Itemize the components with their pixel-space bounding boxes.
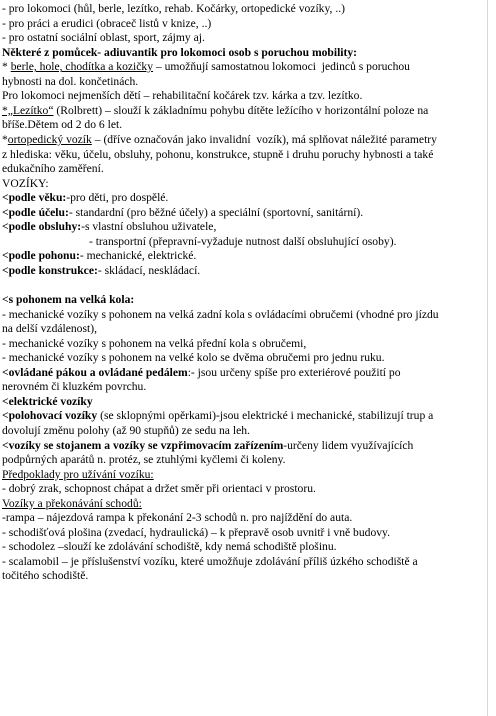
text-run: na delší vzdálenost),	[2, 322, 97, 336]
text-run: - schodišťová plošina (zvedací, hydraulická) – k přepravě osob uvnitř i vně budovy.	[2, 525, 390, 539]
text-line	[2, 148, 433, 162]
underlined-text: *„Lezítko“	[2, 103, 54, 117]
text-line	[2, 220, 216, 234]
text-line	[2, 293, 134, 307]
text-run: - mechanické vozíky s pohonem na velká přední kola s obručemi,	[2, 336, 307, 350]
text-line	[2, 497, 142, 511]
text-line	[2, 46, 357, 60]
text-run: (Rolbrett) – slouží k základnímu pohybu dítěte ležícího v horizontální poloze na	[53, 103, 429, 117]
underlined-text: berle, hole, chodítka a kozičky	[10, 60, 153, 74]
text-line	[2, 395, 93, 409]
text-line	[2, 555, 418, 569]
text-line	[2, 468, 154, 482]
text-line	[2, 191, 168, 205]
text-run: - skládací, neskládací.	[97, 263, 201, 277]
text-run: (se sklopnými opěrkami)-jsou elektrické i mechanické, stabilizují trup a	[97, 409, 434, 423]
text-line	[2, 482, 316, 496]
text-line	[2, 409, 433, 423]
text-run: -pro děti, pro dospělé.	[66, 191, 169, 205]
bold-text: <elektrické vozíky	[2, 394, 93, 408]
text-line	[2, 322, 97, 336]
text-run: - schodolez –slouží ke zdolávání schodiště, kdy nemá schodiště plošinu.	[2, 540, 337, 554]
text-line	[2, 17, 211, 31]
underlined-text: Předpoklady pro užívání vozíku:	[2, 467, 154, 481]
text-line	[2, 380, 146, 394]
text-line	[2, 366, 401, 380]
text-run: hybnosti na dol. končetinách.	[2, 74, 139, 88]
text-line	[2, 424, 250, 438]
text-line	[2, 249, 196, 263]
text-run: - mechanické vozíky s pohonem na velké kolo se dvěma obručemi pro jednu ruku.	[2, 351, 385, 365]
text-line	[2, 351, 384, 365]
text-line	[2, 133, 437, 147]
text-run: - scalamobil – je příslušenství vozíku, které umožňuje zdolávání příliš úzkého schodiště a	[2, 554, 418, 568]
text-line	[2, 540, 337, 554]
text-line	[2, 177, 49, 191]
text-run: - dobrý zrak, schopnost chápat a držet směr při orientaci v prostoru.	[2, 482, 316, 496]
text-line	[2, 31, 205, 45]
underlined-text: Vozíky a překonávání schodů:	[2, 496, 142, 510]
text-run: -s vlastní obsluhou uživatele,	[81, 220, 217, 234]
text-run: - mechanické vozíky s pohonem na velká zadní kola s ovládacími obručemi (vhodné pro jízdu	[2, 307, 439, 321]
text-run: - pro lokomoci (hůl, berle, lezítko, rehab. Kočárky, ortopedické vozíky, ..)	[2, 2, 345, 15]
underlined-text: ortopedický vozík	[7, 132, 92, 146]
text-line	[2, 235, 396, 249]
text-run: *	[2, 132, 8, 146]
bold-text: <podle konstrukce:	[2, 263, 98, 277]
text-line	[2, 453, 286, 467]
text-run: :- jsou určeny spíše pro exteriérové použití po	[187, 365, 401, 379]
text-line	[2, 511, 352, 525]
text-run: podpůrných aparátů n. protéz, se ztuhlými kyčlemi či koleny.	[2, 453, 286, 467]
text-run: Pro lokomoci nejmenších dětí – rehabilitační kočárek tzv. kárka a tzv. lezítko.	[2, 89, 363, 103]
bold-text: <podle obsluhy:	[2, 220, 82, 234]
page-edge-line	[487, 0, 488, 716]
text-run: dovolují změnu polohy (až 90 stupňů) ze sedu na leh.	[2, 423, 250, 437]
bold-text: <podle účelu:	[2, 205, 69, 219]
text-line	[2, 89, 362, 103]
bold-text: <podle pohonu:	[2, 249, 80, 263]
text-line	[2, 2, 345, 16]
text-line	[2, 118, 122, 132]
text-run: - mechanické, elektrické.	[79, 249, 197, 263]
text-line	[2, 569, 88, 583]
text-run: VOZÍKY:	[2, 176, 49, 190]
text-run: bříše.Dětem od 2 do 6 let.	[2, 118, 123, 132]
text-run: -rampa – nájezdová rampa k překonání 2-3 schodů n. pro najíždění do auta.	[2, 511, 353, 525]
text-run: nerovném či klu​zkém povrchu.	[2, 380, 147, 394]
bold-text: <polohovací vozíky	[2, 409, 98, 423]
text-run: edukačního zaměření.	[2, 162, 104, 176]
text-line	[2, 308, 439, 322]
text-run: - transportní (přepravní-vyžaduje nutnost další obsluhující osoby).	[2, 234, 397, 248]
text-line	[2, 264, 200, 278]
text-run: - pro práci a erudici (obraceč listů v knize, ..)	[2, 16, 212, 30]
text-run: točitého schodiště.	[2, 569, 89, 583]
text-line	[2, 162, 104, 176]
bold-text: <podle věku:	[2, 191, 67, 205]
text-run: -určeny lidem využívajících	[283, 438, 414, 452]
bold-text: Některé z pomůcek- adiuvantik pro lokomoci osob s poruchou mobility:	[2, 45, 358, 59]
bold-text: <ovládané pákou a ovládané pedálem	[2, 365, 188, 379]
text-run: – (dříve označován jako invalidní vozík), má splňovat náležité parametry	[91, 132, 437, 146]
bold-text: <vozíky se stojanem a vozíky se vzpřimovacím zařízením	[2, 438, 284, 452]
text-line	[2, 206, 363, 220]
bold-text: <s pohonem na velká kola:	[2, 293, 135, 306]
text-line	[2, 439, 413, 453]
text-line	[2, 104, 428, 118]
text-line	[2, 75, 138, 89]
text-line	[2, 337, 306, 351]
text-run: - pro ostatní sociální oblast, sport, zájmy aj.	[2, 31, 205, 45]
text-run: z hlediska: věku, účelu, obsluhy, pohonu, konstrukce, stupně i druhu poruchy hybnosti a také	[2, 147, 434, 161]
text-line	[2, 526, 390, 540]
text-run: - standardní (pro běžné účely) a speciální (sportovní, sanitární).	[68, 205, 364, 219]
text-run: *	[2, 60, 11, 74]
text-line	[2, 60, 410, 74]
text-run: – umožňují samostatnou lokomoci jedinců s poruchou	[153, 60, 410, 74]
